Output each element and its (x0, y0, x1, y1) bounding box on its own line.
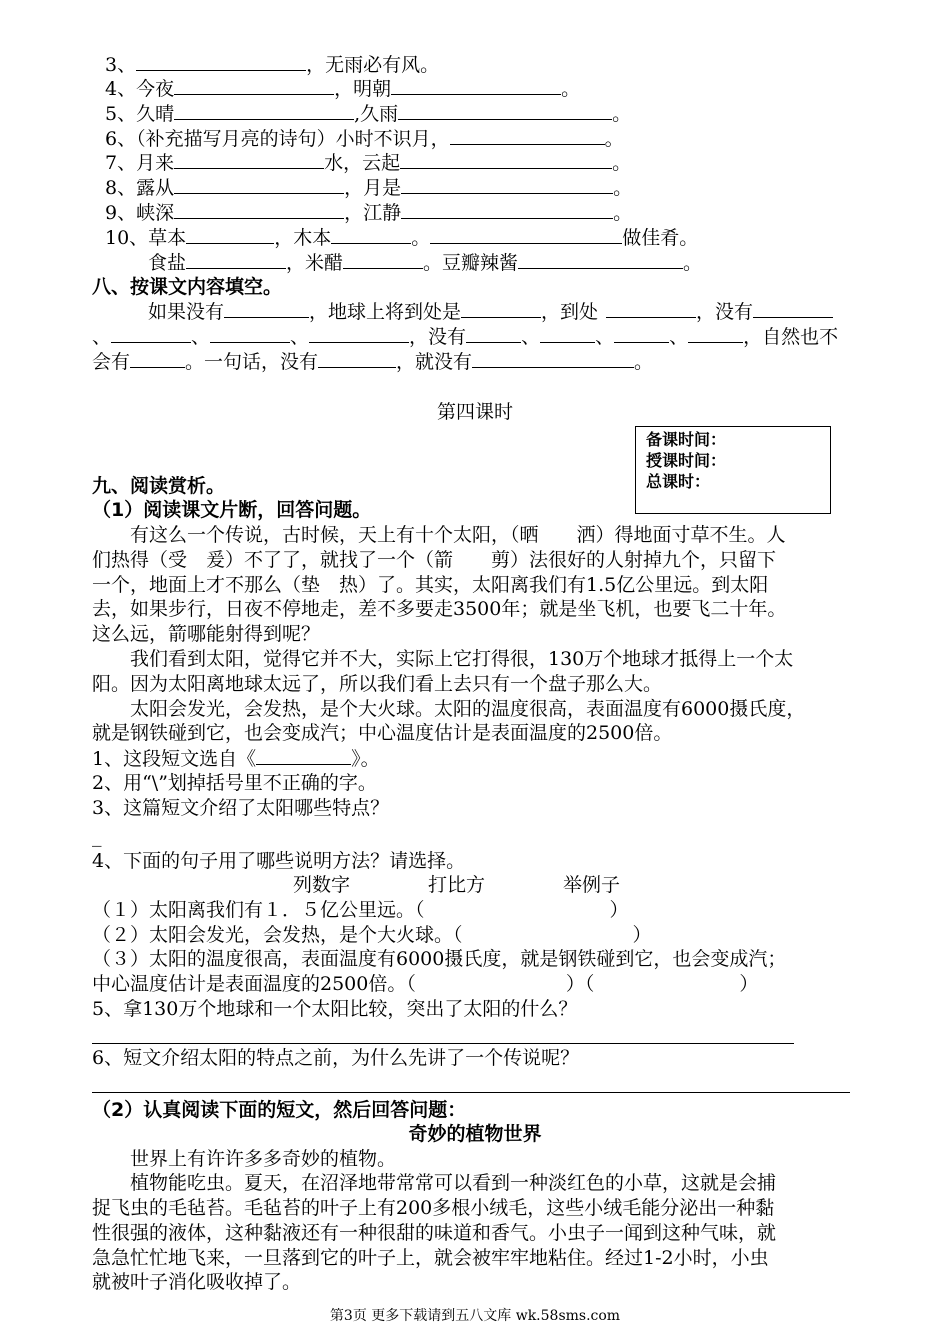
answer-blank[interactable] (331, 225, 411, 244)
answer-blank[interactable] (186, 225, 274, 244)
answer-blank[interactable] (472, 349, 634, 368)
method-option-numbers: 列数字 (293, 874, 351, 896)
passage-line: 性很强的液体，这种黏液还有一种很甜的味道和香气。小虫子一闻到这种气味，就 (92, 1222, 777, 1244)
page-footer: 第3页 更多下载请到五八文库 wk.58sms.com (329, 1308, 621, 1324)
answer-blank[interactable] (256, 746, 351, 765)
sentence-3: （３）太阳的温度很高，表面温度有6000摄氏度，就是钢铁碰到它，也会变成汽； (92, 948, 787, 970)
section-9-heading: 九、阅读赏析。 (92, 475, 226, 497)
passage-line: 植物能吃虫。夏天，在沼泽地带常常可以看到一种淡红色的小草，这就是会捕 (130, 1172, 777, 1194)
question-4: 4、下面的句子用了哪些说明方法？请选择。 (92, 850, 466, 872)
answer-blank[interactable] (343, 250, 423, 269)
passage-line: 太阳会发光，会发热，是个大火球。太阳的温度很高，表面温度有6000摄氏度， (130, 698, 806, 720)
passage-line: 世界上有许许多多奇妙的植物。 (130, 1148, 397, 1170)
section-8-line-1: 如果没有 ，地球上将到处是 ，到处 ，没有 (148, 299, 833, 324)
section-8-line-2: 、 、 、 ，没有 、 、 、 ，自然也不 (92, 326, 839, 348)
answer-blank[interactable] (606, 299, 696, 318)
answer-blank[interactable] (753, 299, 833, 318)
fill-line-5: 5、久晴 ,久雨 。 (105, 103, 632, 125)
answer-blank[interactable] (174, 101, 354, 120)
answer-blank[interactable] (430, 225, 622, 244)
answer-blank[interactable] (174, 150, 324, 169)
answer-line-q5[interactable] (92, 1043, 794, 1044)
answer-blank[interactable] (224, 299, 309, 318)
answer-blank[interactable] (130, 349, 185, 368)
method-option-analogy: 打比方 (428, 874, 486, 896)
passage-line: 阳。因为太阳离地球太远了，所以我们看上去只有一个盘子那么大。 (92, 673, 663, 695)
answer-blank[interactable] (391, 76, 561, 95)
passage-line: 这么远，箭哪能射得到呢？ (92, 623, 321, 645)
answer-blank[interactable] (401, 200, 613, 219)
answer-blank[interactable] (401, 175, 613, 194)
answer-blank[interactable] (540, 324, 595, 343)
passage-line: 们热得（受 爰）不了了，就找了一个（箭 剪）法很好的人射掉九个，只留下 (92, 549, 777, 571)
answer-blank[interactable] (210, 324, 290, 343)
answer-blank[interactable] (186, 250, 286, 269)
fill-line-9: 9、峡深 ，江静 。 (105, 202, 633, 224)
answer-blank[interactable] (398, 101, 612, 120)
passage-line: 就是钢铁碰到它，也会变成汽；中心温度估计是表面温度的2500倍。 (92, 722, 673, 744)
sentence-3-cont: 中心温度估计是表面温度的2500倍。（ ）（ ） (92, 973, 759, 995)
answer-blank[interactable] (450, 126, 605, 145)
answer-blank[interactable] (174, 200, 344, 219)
question-2: 2、用“\”划掉括号里不正确的字。 (92, 772, 377, 794)
passage-title: 奇妙的植物世界 (408, 1123, 542, 1145)
answer-blank[interactable] (111, 324, 191, 343)
answer-blank[interactable] (461, 299, 541, 318)
fill-line-6: 6、（补充描写月亮的诗句）小时不识月， 。 (105, 128, 624, 150)
teach-time-label: 授课时间： (646, 451, 727, 470)
answer-blank[interactable] (309, 324, 409, 343)
answer-blank[interactable] (688, 324, 743, 343)
fill-line-7: 7、月来 水，云起 。 (105, 152, 632, 174)
answer-blank[interactable] (318, 349, 396, 368)
answer-blank[interactable] (614, 324, 669, 343)
total-lessons-label: 总课时： (646, 472, 711, 491)
answer-blank[interactable] (466, 324, 521, 343)
passage-line: 我们看到太阳，觉得它并不大，实际上它打得很，130万个地球才抵得上一个太 (130, 648, 794, 670)
fill-line-4: 4、今夜 ，明朝 。 (105, 78, 581, 100)
question-3-answer-mark[interactable]: _ (92, 825, 102, 847)
answer-blank[interactable] (174, 175, 344, 194)
prep-time-box (635, 426, 831, 514)
subsection-2-heading: （2）认真阅读下面的短文，然后回答问题： (92, 1099, 467, 1121)
passage-line: 一个，地面上才不那么（垫 热）了。其实，太阳离我们有1.5亿公里远。到太阳 (92, 574, 769, 596)
passage-line: 捉飞虫的毛毡苔。毛毡苔的叶子上有200多根小绒毛，这些小绒毛能分泌出一种黏 (92, 1197, 775, 1219)
question-3: 3、这篇短文介绍了太阳哪些特点？ (92, 797, 390, 819)
fill-line-8: 8、露从 ，月是 。 (105, 177, 633, 199)
fill-line-3: 3、 ，无雨必有风。 (105, 54, 440, 76)
answer-blank[interactable] (518, 250, 683, 269)
answer-blank[interactable] (174, 76, 334, 95)
sentence-2: （２）太阳会发光，会发热，是个大火球。（ ） (92, 924, 652, 946)
answer-blank[interactable] (400, 150, 612, 169)
question-5: 5、拿130万个地球和一个太阳比较，突出了太阳的什么？ (92, 998, 578, 1020)
sentence-1: （１）太阳离我们有１．５亿公里远。（ ） (92, 899, 629, 921)
fill-line-10: 10、草本 ，木本 。 做佳肴。 (105, 227, 699, 249)
method-option-example: 举例子 (563, 874, 621, 896)
prep-time-label: 备课时间： (646, 430, 727, 449)
subsection-1-heading: （1）阅读课文片断，回答问题。 (92, 499, 372, 521)
passage-line: 急急忙忙地飞来，一旦落到它的叶子上，就会被牢牢地粘住。经过1-2小时，小虫 (92, 1247, 769, 1269)
passage-line: 就被叶子消化吸收掉了。 (92, 1271, 302, 1293)
question-1: 1、这段短文选自《 》。 (92, 748, 380, 770)
section-8-line-3: 会有 。一句话，没有 ，就没有 。 (92, 351, 654, 373)
lesson-title: 第四课时 (436, 401, 513, 423)
passage-line: 去，如果步行，日夜不停地走，差不多要走3500年；就是坐飞机，也要飞二十年。 (92, 598, 787, 620)
answer-blank[interactable] (136, 52, 306, 71)
answer-line-q6[interactable] (92, 1092, 850, 1093)
section-8-heading: 八、按课文内容填空。 (92, 276, 283, 298)
question-6: 6、短文介绍太阳的特点之前，为什么先讲了一个传说呢？ (92, 1047, 580, 1069)
fill-line-11: 食盐 ，米醋 。豆瓣辣酱 。 (148, 252, 703, 274)
passage-line: 有这么一个传说，古时候，天上有十个太阳，（晒 洒）得地面寸草不生。人 (130, 524, 786, 546)
